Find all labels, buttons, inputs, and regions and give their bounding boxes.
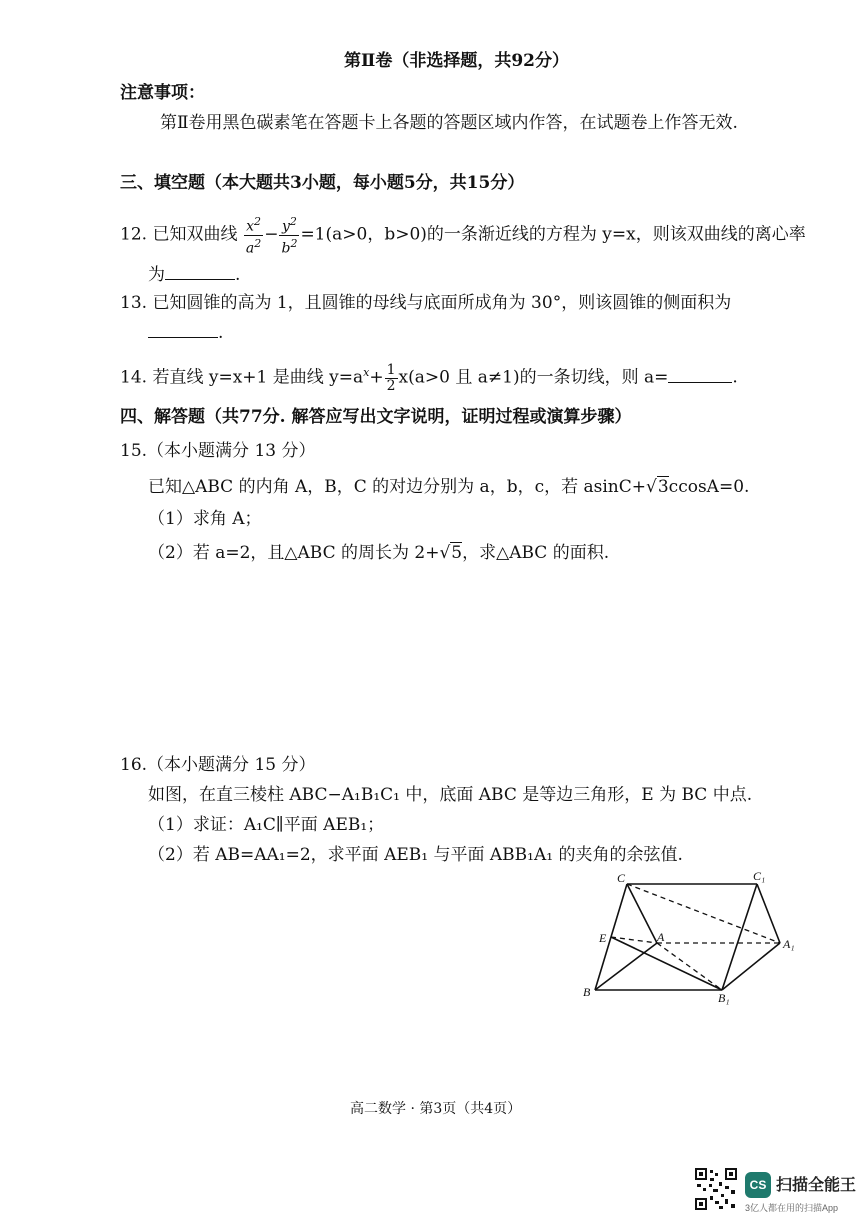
edge-CA1 (627, 884, 780, 943)
label-B1: B₁ (718, 991, 730, 1005)
q15-stem-pre: 已知△ABC 的内角 A，B，C 的对边分别为 a，b，c，若 asinC+ (148, 477, 646, 497)
fraction-y2-b2: $\frac{y^2}{b^2}$ (281, 215, 298, 257)
question-14: 14. 若直线 y=x+1 是曲线 $y=a^x+$ $\frac{1}{2}$ x(a>0 且 a≠1)的一条切线，则 a= . (120, 361, 738, 394)
q15-part2: （2）若 a=2，且△ABC 的周长为 2+√5，求△ABC 的面积. (148, 543, 610, 563)
q16-stem: 如图，在直三棱柱 ABC−A₁B₁C₁ 中，底面 ABC 是等边三角形，E 为 BC 中点. (148, 785, 753, 805)
question-12: 12. 已知双曲线 $\frac{x^2}{a^2}$ − $\frac{y^2}{b^2}$ =1(a>0，b>0)的一条渐近线的方程为 y=x，则该双曲线的离心率 (120, 215, 806, 257)
q12-post: =1(a>0，b>0)的一条渐近线的方程为 y=x，则该双曲线的离心率 (300, 224, 806, 245)
edge-CA (627, 884, 657, 943)
section3-title: 三、填空题（本大题共3小题，每小题5分，共15分） (120, 173, 525, 193)
prism-figure (575, 868, 805, 1008)
q12-pre: 已知双曲线 (152, 224, 238, 245)
q15-p2-post: ，求△ABC 的面积. (462, 543, 610, 563)
question-12-line2: 为 . (148, 265, 241, 285)
label-A: A (657, 930, 665, 944)
q15-stem: 已知△ABC 的内角 A，B，C 的对边分别为 a，b，c，若 asinC+√3ccosA=0. (148, 477, 750, 497)
qr-code-icon (695, 1168, 737, 1210)
q14-mid: x(a>0 且 a≠1)的一条切线，则 a= (398, 367, 669, 388)
q14-pre: 14. 若直线 y=x+1 是曲线 y=a (120, 367, 364, 388)
q12-num: 12. (120, 224, 148, 245)
label-A1: A₁ (783, 937, 795, 951)
label-C: C (617, 871, 626, 885)
edge-BA (595, 943, 657, 990)
edge-C1B1 (722, 884, 757, 990)
q15-head: 15.（本小题满分 13 分） (120, 441, 316, 461)
part-title: 第Ⅱ卷（非选择题，共92分） (344, 51, 569, 71)
edge-A1B1 (722, 943, 780, 990)
answer-blank-14[interactable] (668, 368, 732, 383)
section4-title: 四、解答题（共77分. 解答应写出文字说明，证明过程或演算步骤） (120, 407, 632, 427)
camscanner-logo-icon: CS (745, 1172, 771, 1198)
scanner-tagline: 3亿人都在用的扫描App (745, 1203, 839, 1213)
q16-part1: （1）求证：A₁C∥平面 AEB₁； (148, 815, 385, 835)
q15-p2-pre: （2）若 a=2，且△ABC 的周长为 2+ (148, 543, 440, 563)
notice-text: 第Ⅱ卷用黑色碳素笔在答题卡上各题的答题区域内作答，在试题卷上作答无效. (160, 113, 738, 133)
q16-part2: （2）若 AB=AA₁=2，求平面 AEB₁ 与平面 ABB₁A₁ 的夹角的余弦值. (148, 845, 683, 865)
answer-blank-12[interactable] (165, 265, 235, 280)
notice-heading: 注意事项： (120, 83, 205, 103)
page-footer: 高二数学 · 第3页（共4页） (350, 1101, 522, 1117)
edge-C1A1 (757, 884, 780, 943)
question-13-line2: . (148, 322, 223, 344)
fraction-one-half: $\frac{1}{2}$ (386, 361, 396, 394)
answer-blank-13[interactable] (148, 323, 218, 338)
fraction-x2-a2: $\frac{x^2}{a^2}$ (245, 215, 262, 257)
edge-EB1 (611, 937, 722, 990)
label-C1: C₁ (753, 869, 766, 883)
q15-stem-post: ccosA=0. (668, 477, 750, 497)
question-13: 13. 已知圆锥的高为 1，且圆锥的母线与底面所成角为 30°，则该圆锥的侧面积为 (120, 293, 732, 313)
q16-head: 16.（本小题满分 15 分） (120, 755, 316, 775)
q12-line2-text: 为 (148, 265, 165, 285)
scanner-app-name: 扫描全能王 (776, 1177, 857, 1194)
label-E: E (599, 931, 607, 945)
edge-AB1 (657, 943, 722, 990)
q15-part1: （1）求角 A； (148, 509, 262, 529)
label-B: B (583, 985, 591, 999)
